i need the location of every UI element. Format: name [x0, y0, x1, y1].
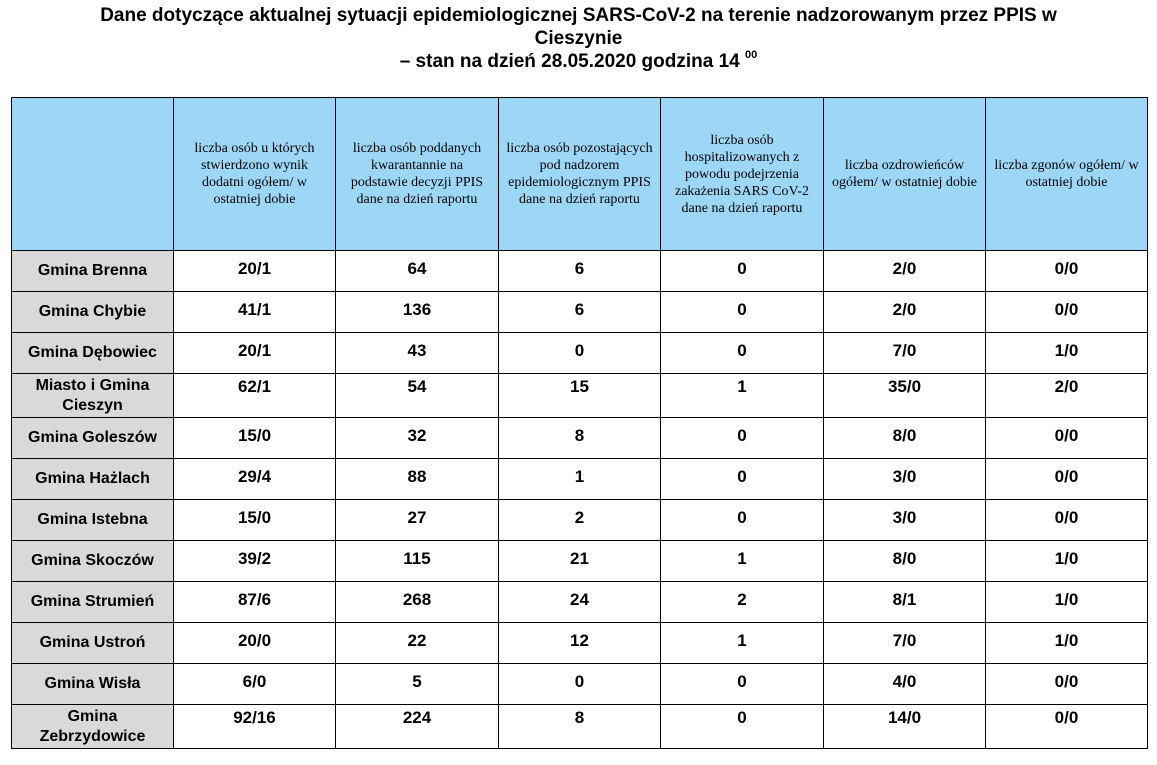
quarantine-cell: 64	[336, 251, 499, 292]
deaths-cell: 0/0	[986, 459, 1148, 500]
positive-cell: 20/1	[174, 333, 336, 374]
hospitalized-cell: 0	[661, 418, 824, 459]
hospitalized-cell: 0	[661, 251, 824, 292]
quarantine-cell: 5	[336, 664, 499, 705]
supervision-cell: 6	[499, 292, 661, 333]
deaths-cell: 0/0	[986, 500, 1148, 541]
deaths-cell: 1/0	[986, 623, 1148, 664]
deaths-cell: 0/0	[986, 705, 1148, 749]
recovered-cell: 8/0	[824, 418, 986, 459]
deaths-cell: 0/0	[986, 418, 1148, 459]
municipality-name: Miasto i Gmina Cieszyn	[12, 374, 174, 418]
positive-cell: 41/1	[174, 292, 336, 333]
recovered-cell: 14/0	[824, 705, 986, 749]
deaths-cell: 1/0	[986, 333, 1148, 374]
recovered-cell: 2/0	[824, 251, 986, 292]
quarantine-cell: 32	[336, 418, 499, 459]
positive-cell: 15/0	[174, 418, 336, 459]
table-row	[12, 418, 1148, 459]
table-row	[12, 623, 1148, 664]
deaths-cell: 0/0	[986, 251, 1148, 292]
supervision-cell: 8	[499, 705, 661, 749]
table-row	[12, 541, 1148, 582]
table-row	[12, 705, 1148, 749]
positive-cell: 29/4	[174, 459, 336, 500]
header-deaths: liczba zgonów ogółem/ w ostatniej dobie	[986, 98, 1148, 251]
deaths-cell: 0/0	[986, 292, 1148, 333]
deaths-cell: 1/0	[986, 541, 1148, 582]
positive-cell: 20/0	[174, 623, 336, 664]
header-empty-cell	[12, 98, 174, 251]
positive-cell: 15/0	[174, 500, 336, 541]
title-line-1: Dane dotyczące aktualnej sytuacji epidemiologicznej SARS-CoV-2 na terenie nadzorowanym przez PPIS w	[100, 5, 1057, 26]
header-quarantine: liczba osób poddanych kwarantannie na podstawie decyzji PPIS dane na dzień raportu	[336, 98, 499, 251]
recovered-cell: 2/0	[824, 292, 986, 333]
hospitalized-cell: 0	[661, 459, 824, 500]
quarantine-cell: 224	[336, 705, 499, 749]
hospitalized-cell: 0	[661, 500, 824, 541]
hospitalized-cell: 0	[661, 705, 824, 749]
recovered-cell: 8/1	[824, 582, 986, 623]
quarantine-cell: 27	[336, 500, 499, 541]
title-line-3	[0, 50, 1157, 73]
title-line-2: Cieszynie	[534, 28, 623, 49]
positive-cell: 62/1	[174, 374, 336, 418]
municipality-name: Gmina Zebrzydowice	[12, 705, 174, 749]
hospitalized-cell: 2	[661, 582, 824, 623]
municipality-name: Gmina Istebna	[12, 500, 174, 541]
municipality-name: Gmina Brenna	[12, 251, 174, 292]
supervision-cell: 6	[499, 251, 661, 292]
municipality-name: Gmina Dębowiec	[12, 333, 174, 374]
municipality-name: Gmina Ustroń	[12, 623, 174, 664]
positive-cell: 20/1	[174, 251, 336, 292]
quarantine-cell: 54	[336, 374, 499, 418]
hospitalized-cell: 1	[661, 541, 824, 582]
supervision-cell: 15	[499, 374, 661, 418]
report-date: – stan na dzień 28.05.2020 godzina 14	[399, 51, 740, 72]
table-row	[12, 664, 1148, 705]
municipality-name: Gmina Strumień	[12, 582, 174, 623]
header-recovered: liczba ozdrowieńców ogółem/ w ostatniej dobie	[824, 98, 986, 251]
deaths-cell: 2/0	[986, 374, 1148, 418]
table-row	[12, 500, 1148, 541]
quarantine-cell: 22	[336, 623, 499, 664]
supervision-cell: 2	[499, 500, 661, 541]
hospitalized-cell: 1	[661, 623, 824, 664]
report-hour-minutes: 00	[745, 49, 758, 61]
quarantine-cell: 268	[336, 582, 499, 623]
table-row	[12, 251, 1148, 292]
supervision-cell: 0	[499, 664, 661, 705]
hospitalized-cell: 0	[661, 664, 824, 705]
recovered-cell: 4/0	[824, 664, 986, 705]
quarantine-cell: 115	[336, 541, 499, 582]
page-title	[0, 4, 1157, 73]
positive-cell: 87/6	[174, 582, 336, 623]
positive-cell: 39/2	[174, 541, 336, 582]
hospitalized-cell: 0	[661, 292, 824, 333]
header-supervision: liczba osób pozostających pod nadzorem epidemiologicznym PPIS dane na dzień raportu	[499, 98, 661, 251]
table-row	[12, 333, 1148, 374]
municipality-name: Gmina Hażlach	[12, 459, 174, 500]
deaths-cell: 0/0	[986, 664, 1148, 705]
positive-cell: 6/0	[174, 664, 336, 705]
quarantine-cell: 88	[336, 459, 499, 500]
table-row	[12, 459, 1148, 500]
municipality-name: Gmina Goleszów	[12, 418, 174, 459]
recovered-cell: 7/0	[824, 333, 986, 374]
quarantine-cell: 43	[336, 333, 499, 374]
supervision-cell: 1	[499, 459, 661, 500]
table-row	[12, 582, 1148, 623]
supervision-cell: 24	[499, 582, 661, 623]
header-positive: liczba osób u których stwierdzono wynik dodatni ogółem/ w ostatniej dobie	[174, 98, 336, 251]
municipality-name: Gmina Wisła	[12, 664, 174, 705]
deaths-cell: 1/0	[986, 582, 1148, 623]
recovered-cell: 3/0	[824, 500, 986, 541]
supervision-cell: 21	[499, 541, 661, 582]
hospitalized-cell: 1	[661, 374, 824, 418]
municipality-name: Gmina Chybie	[12, 292, 174, 333]
hospitalized-cell: 0	[661, 333, 824, 374]
epidemiological-table	[11, 97, 1148, 749]
header-hospitalized: liczba osób hospitalizowanych z powodu podejrzenia zakażenia SARS CoV-2 dane na dzień raportu	[661, 98, 824, 251]
supervision-cell: 12	[499, 623, 661, 664]
recovered-cell: 35/0	[824, 374, 986, 418]
supervision-cell: 0	[499, 333, 661, 374]
header-row	[12, 98, 1148, 251]
table-row	[12, 292, 1148, 333]
quarantine-cell: 136	[336, 292, 499, 333]
positive-cell: 92/16	[174, 705, 336, 749]
recovered-cell: 7/0	[824, 623, 986, 664]
recovered-cell: 3/0	[824, 459, 986, 500]
supervision-cell: 8	[499, 418, 661, 459]
table-row	[12, 374, 1148, 418]
municipality-name: Gmina Skoczów	[12, 541, 174, 582]
recovered-cell: 8/0	[824, 541, 986, 582]
